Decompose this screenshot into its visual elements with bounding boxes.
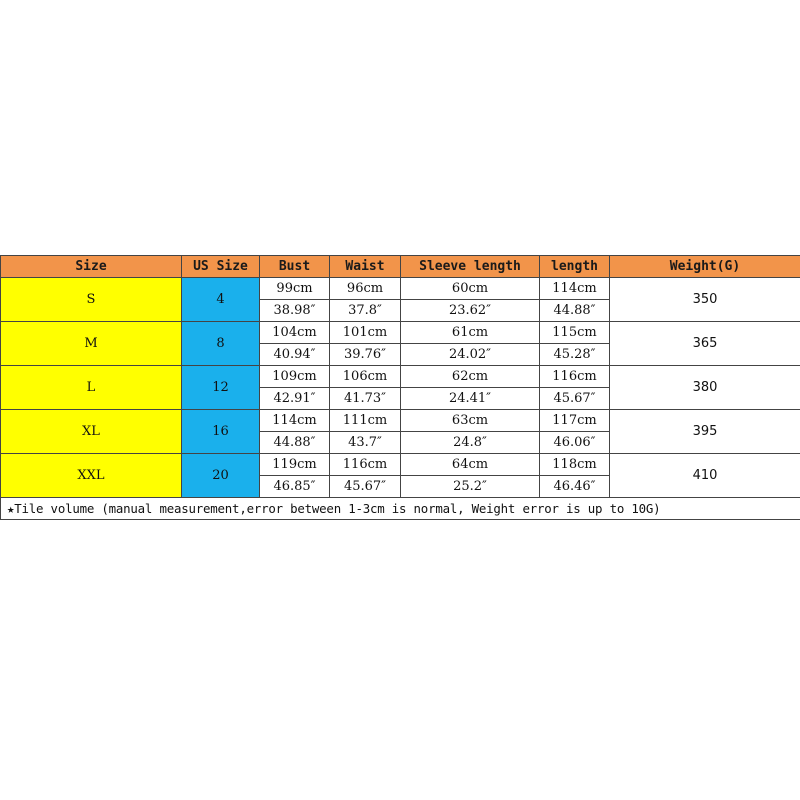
header-weight: Weight(G): [610, 256, 800, 278]
table-row: [1, 366, 800, 388]
waist-in-cell: 39.76″: [330, 344, 401, 366]
us-size-cell: 4: [182, 278, 260, 322]
waist-in-cell: 37.8″: [330, 300, 401, 322]
length-cm-cell: 116cm: [540, 366, 610, 388]
length-in-cell: 44.88″: [540, 300, 610, 322]
bust-cm-cell: 109cm: [260, 366, 330, 388]
header-waist: Waist: [330, 256, 401, 278]
weight-cell: 395: [610, 410, 800, 454]
note-row: [1, 498, 800, 520]
us-size-cell: 12: [182, 366, 260, 410]
bust-in-cell: 46.85″: [260, 476, 330, 498]
bust-in-cell: 38.98″: [260, 300, 330, 322]
waist-cm-cell: 96cm: [330, 278, 401, 300]
size-cell: S: [1, 278, 182, 322]
weight-cell: 380: [610, 366, 800, 410]
size-cell: L: [1, 366, 182, 410]
bust-in-cell: 42.91″: [260, 388, 330, 410]
length-in-cell: 46.46″: [540, 476, 610, 498]
bust-cm-cell: 119cm: [260, 454, 330, 476]
weight-cell: 410: [610, 454, 800, 498]
sleeve-cm-cell: 61cm: [401, 322, 540, 344]
size-cell: M: [1, 322, 182, 366]
header-length: length: [540, 256, 610, 278]
length-cm-cell: 117cm: [540, 410, 610, 432]
header-us-size: US Size: [182, 256, 260, 278]
header-bust: Bust: [260, 256, 330, 278]
bust-cm-cell: 104cm: [260, 322, 330, 344]
length-cm-cell: 115cm: [540, 322, 610, 344]
sleeve-in-cell: 24.41″: [401, 388, 540, 410]
length-in-cell: 46.06″: [540, 432, 610, 454]
waist-in-cell: 43.7″: [330, 432, 401, 454]
sleeve-in-cell: 23.62″: [401, 300, 540, 322]
waist-in-cell: 45.67″: [330, 476, 401, 498]
table-row: [1, 410, 800, 432]
measurement-note: ★Tile volume (manual measurement,error between 1-3cm is normal, Weight error is up to 10G): [1, 498, 800, 520]
sleeve-cm-cell: 62cm: [401, 366, 540, 388]
length-in-cell: 45.67″: [540, 388, 610, 410]
size-cell: XXL: [1, 454, 182, 498]
weight-cell: 365: [610, 322, 800, 366]
weight-cell: 350: [610, 278, 800, 322]
us-size-cell: 16: [182, 410, 260, 454]
table-row: [1, 322, 800, 344]
waist-cm-cell: 106cm: [330, 366, 401, 388]
us-size-cell: 20: [182, 454, 260, 498]
length-cm-cell: 118cm: [540, 454, 610, 476]
waist-cm-cell: 111cm: [330, 410, 401, 432]
waist-cm-cell: 116cm: [330, 454, 401, 476]
waist-cm-cell: 101cm: [330, 322, 401, 344]
size-chart-table: [0, 255, 800, 520]
length-cm-cell: 114cm: [540, 278, 610, 300]
sleeve-in-cell: 24.02″: [401, 344, 540, 366]
bust-in-cell: 40.94″: [260, 344, 330, 366]
header-size: Size: [1, 256, 182, 278]
bust-cm-cell: 114cm: [260, 410, 330, 432]
header-sleeve-length: Sleeve length: [401, 256, 540, 278]
sleeve-cm-cell: 60cm: [401, 278, 540, 300]
sleeve-in-cell: 25.2″: [401, 476, 540, 498]
bust-cm-cell: 99cm: [260, 278, 330, 300]
size-cell: XL: [1, 410, 182, 454]
sleeve-cm-cell: 63cm: [401, 410, 540, 432]
length-in-cell: 45.28″: [540, 344, 610, 366]
bust-in-cell: 44.88″: [260, 432, 330, 454]
header-row: [1, 256, 800, 278]
us-size-cell: 8: [182, 322, 260, 366]
table-row: [1, 278, 800, 300]
table-row: [1, 454, 800, 476]
sleeve-in-cell: 24.8″: [401, 432, 540, 454]
sleeve-cm-cell: 64cm: [401, 454, 540, 476]
waist-in-cell: 41.73″: [330, 388, 401, 410]
